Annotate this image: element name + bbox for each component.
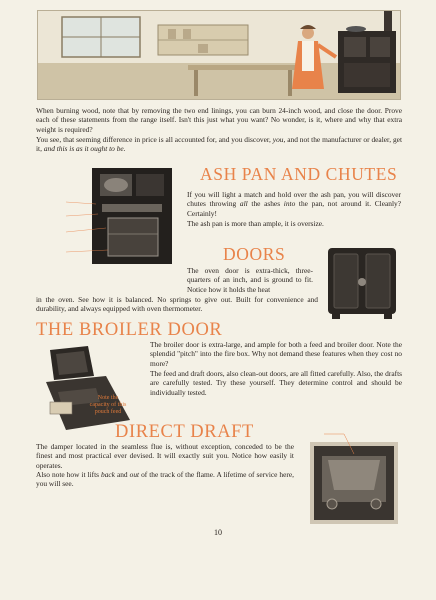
ash-pan-paragraph-1 xyxy=(187,190,401,218)
intro-p2-emphasis: and this is as it ought to be. xyxy=(43,144,126,154)
ash-pan-p1-text-b: the ashes xyxy=(247,199,284,209)
direct-draft-p2-text-b: and xyxy=(114,470,130,479)
doors-heading: DOORS xyxy=(223,244,286,264)
damper-image xyxy=(304,430,402,528)
intro-paragraph-1: When burning wood, note that by removing the two end linings, you can burn 24-inch wood, and close the door. Prove each of these statements from the range itself. Isn't this just what you want? No wonder, is it, where and why that extra weight is required? xyxy=(36,106,402,134)
ash-pan-heading: ASH PAN AND CHUTES xyxy=(200,164,398,184)
broiler-door-caption: Note the capacity of this pouch feed xyxy=(89,395,127,415)
ash-pan-image xyxy=(36,164,176,268)
page-number: 10 xyxy=(214,528,222,537)
intro-p2-text-a: You see, that seeming difference in price is all accounted for, and you discover, xyxy=(36,135,273,144)
ash-pan-figure xyxy=(36,164,176,268)
broiler-door-heading: THE BROILER DOOR xyxy=(36,320,223,340)
direct-draft-heading: DIRECT DRAFT xyxy=(115,422,254,442)
broiler-door-figure xyxy=(36,342,140,434)
ash-pan-p1-text-c: the pan, not around it. Cleanly? Certainly! xyxy=(187,199,401,218)
broiler-paragraph-2: The feed and draft doors, also clean-out doors, are all fitted carefully. Also, the drafts are carefully tested. Try these yourself. They determine control and should be individually tested. xyxy=(150,369,402,397)
intro-p2-emphasis-you: you, xyxy=(272,135,286,144)
intro-p2-text-b: and not the manufacturer or dealer, get it, xyxy=(36,135,402,154)
direct-draft-p2-emphasis-back: back xyxy=(101,470,115,479)
intro-paragraph-2 xyxy=(36,135,402,154)
direct-draft-paragraph-2 xyxy=(36,470,294,489)
kitchen-scene-image xyxy=(38,11,400,99)
oven-door-figure xyxy=(322,244,402,322)
broiler-door-image xyxy=(36,342,140,434)
ash-pan-paragraph-2: The ash pan is more than ample, it is oversize. xyxy=(187,219,324,228)
broiler-paragraph-1: The broiler door is extra-large, and ample for both a feed and broiler door. Note the splendid "pitch" into the fire box. Why not demand these features when they cost no more? xyxy=(150,340,402,368)
ash-pan-p1-emphasis-2: into xyxy=(283,199,296,209)
direct-draft-p2-text-a: Also note how it lifts xyxy=(36,470,101,479)
damper-figure xyxy=(304,430,402,528)
direct-draft-paragraph-1: The damper located in the seamless flue is, without exception, conceded to be the finest and most practical ever devised. It will exactly suit you. Notice how easily it operates. xyxy=(36,442,294,470)
ash-pan-p1-emphasis: all xyxy=(239,199,248,209)
kitchen-illustration xyxy=(37,10,401,100)
doors-paragraph-2: in the oven. See how it is balanced. No springs to give out. Built for convenience and durability, and always equipped with oven thermometer. xyxy=(36,295,318,314)
direct-draft-p2-text-c: of the track of the flame. A lifetime of service here, you will see. xyxy=(36,470,294,489)
oven-door-image xyxy=(322,244,402,322)
direct-draft-p2-emphasis-out: out xyxy=(129,470,140,479)
ash-pan-p1-text-a: If you will light a match and hold over the ash pan, you will discover chutes throwing xyxy=(187,190,401,209)
doors-paragraph-1: The oven door is extra-thick, three-quarters of an inch, and is ground to fit. Notice how it holds the heat xyxy=(187,266,313,294)
